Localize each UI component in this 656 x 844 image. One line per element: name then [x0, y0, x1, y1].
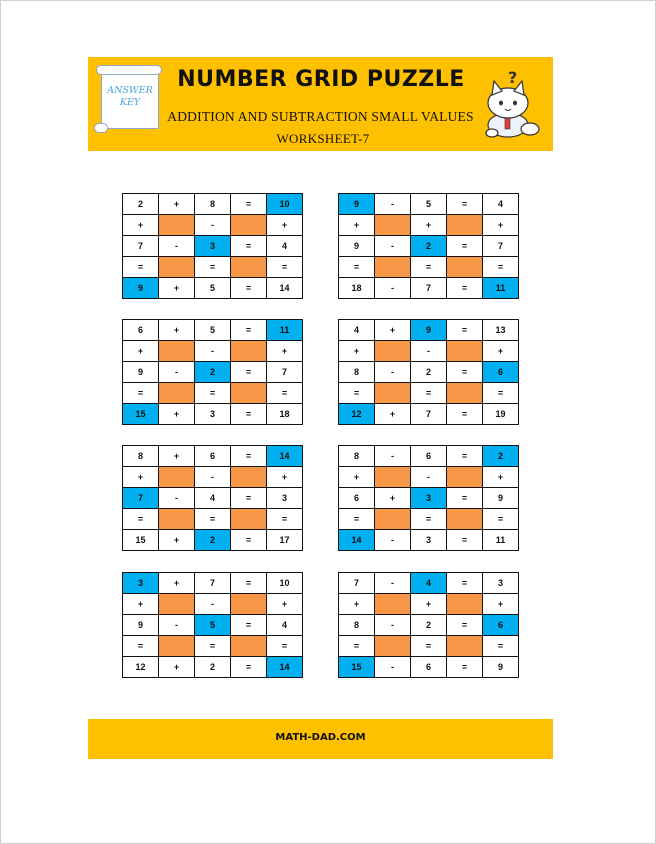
- grid-cell: =: [123, 509, 159, 530]
- blank-cell: [159, 636, 195, 657]
- grid-cell: +: [267, 467, 303, 488]
- puzzle-row: [339, 446, 519, 467]
- grid-cell: =: [231, 488, 267, 509]
- answer-cell: 14: [267, 657, 303, 678]
- grid-cell: 4: [339, 320, 375, 341]
- svg-text:?: ?: [508, 68, 518, 87]
- blank-cell: [231, 257, 267, 278]
- grid-cell: -: [159, 362, 195, 383]
- blank-cell: [375, 467, 411, 488]
- grid-cell: 15: [123, 530, 159, 551]
- grid-cell: +: [411, 215, 447, 236]
- answer-cell: 2: [195, 362, 231, 383]
- puzzle-row: [339, 636, 519, 657]
- grid-cell: =: [267, 257, 303, 278]
- grid-cell: -: [375, 530, 411, 551]
- answer-cell: 3: [195, 236, 231, 257]
- header-banner: [88, 57, 553, 151]
- answer-cell: 14: [339, 530, 375, 551]
- grid-cell: +: [159, 573, 195, 594]
- puzzle-grid: [338, 193, 519, 299]
- answer-cell: 2: [411, 236, 447, 257]
- puzzle-row: [339, 362, 519, 383]
- grid-cell: +: [123, 467, 159, 488]
- blank-cell: [375, 257, 411, 278]
- grid-cell: 2: [195, 657, 231, 678]
- grid-cell: +: [483, 341, 519, 362]
- grid-cell: =: [231, 236, 267, 257]
- grid-cell: 6: [339, 488, 375, 509]
- puzzle-grid: [338, 319, 519, 425]
- blank-cell: [159, 257, 195, 278]
- grid-cell: 18: [267, 404, 303, 425]
- puzzle-row: [339, 278, 519, 299]
- grid-cell: =: [447, 657, 483, 678]
- answer-cell: 3: [123, 573, 159, 594]
- blank-cell: [159, 467, 195, 488]
- grid-cell: 8: [339, 615, 375, 636]
- grid-cell: 6: [411, 446, 447, 467]
- puzzle-grid: [338, 445, 519, 551]
- answer-cell: 14: [267, 446, 303, 467]
- puzzle-row: [123, 657, 303, 678]
- puzzle-row: [123, 509, 303, 530]
- grid-cell: =: [447, 530, 483, 551]
- grid-cell: =: [447, 320, 483, 341]
- grid-cell: +: [159, 404, 195, 425]
- blank-cell: [375, 594, 411, 615]
- grid-cell: 2: [411, 362, 447, 383]
- grid-cell: =: [411, 509, 447, 530]
- grid-cell: =: [195, 383, 231, 404]
- puzzle-grid: [338, 572, 519, 678]
- thinking-cat-mascot-icon: [478, 63, 548, 143]
- answer-key-scroll-icon: [94, 63, 162, 127]
- grid-cell: =: [447, 236, 483, 257]
- blank-cell: [447, 467, 483, 488]
- grid-cell: -: [195, 215, 231, 236]
- grid-cell: =: [447, 194, 483, 215]
- grid-cell: =: [231, 573, 267, 594]
- answer-cell: 12: [339, 404, 375, 425]
- grid-cell: +: [267, 215, 303, 236]
- grid-cell: 11: [483, 530, 519, 551]
- grid-cell: +: [483, 594, 519, 615]
- grid-cell: =: [195, 257, 231, 278]
- grid-cell: =: [447, 615, 483, 636]
- puzzle-row: [123, 636, 303, 657]
- puzzle-row: [339, 657, 519, 678]
- grid-cell: +: [159, 657, 195, 678]
- grid-cell: =: [483, 636, 519, 657]
- blank-cell: [231, 467, 267, 488]
- grid-cell: -: [195, 341, 231, 362]
- grid-cell: 7: [195, 573, 231, 594]
- page-title: NUMBER GRID PUZZLE: [177, 67, 465, 92]
- grid-cell: 9: [339, 236, 375, 257]
- puzzle-row: [123, 467, 303, 488]
- blank-cell: [375, 215, 411, 236]
- grid-cell: -: [375, 236, 411, 257]
- grid-cell: +: [483, 467, 519, 488]
- grid-cell: =: [339, 257, 375, 278]
- puzzle-row: [339, 194, 519, 215]
- puzzle-row: [339, 509, 519, 530]
- grid-cell: 7: [123, 236, 159, 257]
- blank-cell: [231, 509, 267, 530]
- grid-cell: 7: [411, 404, 447, 425]
- puzzle-row: [123, 488, 303, 509]
- answer-key-label-line1: ANSWER: [107, 85, 153, 96]
- grid-cell: -: [375, 615, 411, 636]
- grid-cell: 5: [411, 194, 447, 215]
- grid-cell: =: [231, 278, 267, 299]
- grid-cell: =: [231, 362, 267, 383]
- grid-cell: -: [375, 573, 411, 594]
- grid-cell: =: [411, 383, 447, 404]
- blank-cell: [159, 383, 195, 404]
- puzzle-row: [339, 467, 519, 488]
- grid-cell: =: [231, 615, 267, 636]
- grid-cell: =: [123, 257, 159, 278]
- answer-cell: 2: [195, 530, 231, 551]
- blank-cell: [231, 341, 267, 362]
- puzzle-grid: [122, 319, 303, 425]
- blank-cell: [447, 509, 483, 530]
- grid-cell: =: [411, 636, 447, 657]
- blank-cell: [447, 215, 483, 236]
- grid-cell: 8: [195, 194, 231, 215]
- grid-cell: =: [339, 636, 375, 657]
- answer-cell: 11: [483, 278, 519, 299]
- blank-cell: [231, 383, 267, 404]
- grid-cell: +: [123, 215, 159, 236]
- grid-cell: =: [231, 657, 267, 678]
- grid-cell: 19: [483, 404, 519, 425]
- grid-cell: +: [483, 215, 519, 236]
- blank-cell: [231, 215, 267, 236]
- grid-cell: 7: [339, 573, 375, 594]
- grid-cell: =: [411, 257, 447, 278]
- grid-cell: 13: [483, 320, 519, 341]
- grid-cell: 7: [411, 278, 447, 299]
- blank-cell: [447, 594, 483, 615]
- puzzle-row: [123, 530, 303, 551]
- puzzle-row: [123, 341, 303, 362]
- grid-cell: 17: [267, 530, 303, 551]
- grid-cell: 4: [483, 194, 519, 215]
- grid-cell: =: [231, 530, 267, 551]
- blank-cell: [447, 383, 483, 404]
- grid-cell: 18: [339, 278, 375, 299]
- blank-cell: [159, 509, 195, 530]
- grid-cell: +: [339, 467, 375, 488]
- grid-cell: +: [375, 320, 411, 341]
- puzzle-row: [123, 194, 303, 215]
- grid-cell: -: [375, 657, 411, 678]
- grid-cell: -: [159, 488, 195, 509]
- answer-cell: 6: [483, 615, 519, 636]
- puzzle-row: [123, 383, 303, 404]
- grid-cell: -: [375, 194, 411, 215]
- puzzle-grid: [122, 445, 303, 551]
- grid-cell: 2: [123, 194, 159, 215]
- grid-cell: 6: [195, 446, 231, 467]
- answer-cell: 6: [483, 362, 519, 383]
- footer-banner: [88, 719, 553, 759]
- puzzle-row: [123, 446, 303, 467]
- grid-cell: =: [339, 383, 375, 404]
- grid-cell: 3: [195, 404, 231, 425]
- grid-cell: 7: [483, 236, 519, 257]
- grid-cell: =: [267, 383, 303, 404]
- puzzle-row: [123, 362, 303, 383]
- puzzle-row: [339, 594, 519, 615]
- grid-cell: -: [195, 467, 231, 488]
- grid-cell: =: [483, 257, 519, 278]
- answer-cell: 5: [195, 615, 231, 636]
- puzzle-row: [339, 404, 519, 425]
- grid-cell: +: [339, 341, 375, 362]
- puzzle-row: [123, 215, 303, 236]
- answer-cell: 3: [411, 488, 447, 509]
- grid-cell: 4: [195, 488, 231, 509]
- blank-cell: [159, 215, 195, 236]
- grid-cell: =: [231, 320, 267, 341]
- answer-cell: 9: [339, 194, 375, 215]
- puzzle-grid: [122, 193, 303, 299]
- grid-cell: =: [447, 446, 483, 467]
- puzzle-row: [123, 278, 303, 299]
- grid-cell: -: [195, 594, 231, 615]
- blank-cell: [159, 341, 195, 362]
- grid-cell: 7: [267, 362, 303, 383]
- grid-cell: 8: [339, 446, 375, 467]
- puzzle-row: [123, 320, 303, 341]
- puzzle-row: [339, 341, 519, 362]
- blank-cell: [447, 257, 483, 278]
- grid-cell: -: [159, 236, 195, 257]
- answer-cell: 9: [123, 278, 159, 299]
- grid-cell: =: [447, 278, 483, 299]
- grid-cell: 3: [411, 530, 447, 551]
- answer-cell: 11: [267, 320, 303, 341]
- puzzle-row: [123, 573, 303, 594]
- grid-cell: =: [195, 509, 231, 530]
- grid-cell: 3: [483, 573, 519, 594]
- grid-cell: 4: [267, 615, 303, 636]
- page-subtitle: ADDITION AND SUBTRACTION SMALL VALUES: [167, 109, 474, 124]
- grid-cell: =: [339, 509, 375, 530]
- grid-cell: -: [159, 615, 195, 636]
- grid-cell: 8: [339, 362, 375, 383]
- blank-cell: [231, 594, 267, 615]
- grid-cell: -: [411, 341, 447, 362]
- answer-cell: 7: [123, 488, 159, 509]
- grid-cell: =: [195, 636, 231, 657]
- puzzle-row: [339, 320, 519, 341]
- grid-cell: +: [267, 341, 303, 362]
- grid-cell: +: [339, 594, 375, 615]
- grid-cell: =: [231, 446, 267, 467]
- grid-cell: +: [123, 594, 159, 615]
- answer-cell: 2: [483, 446, 519, 467]
- grid-cell: 9: [483, 657, 519, 678]
- grid-cell: =: [231, 404, 267, 425]
- grid-cell: +: [159, 194, 195, 215]
- grid-cell: 5: [195, 278, 231, 299]
- grid-cell: -: [375, 278, 411, 299]
- grid-cell: +: [123, 341, 159, 362]
- grid-cell: =: [483, 509, 519, 530]
- grid-cell: =: [447, 488, 483, 509]
- blank-cell: [375, 341, 411, 362]
- grid-cell: -: [375, 446, 411, 467]
- puzzle-row: [339, 257, 519, 278]
- footer-site-label: MATH-DAD.COM: [275, 732, 366, 743]
- puzzle-row: [339, 488, 519, 509]
- grid-cell: 9: [123, 362, 159, 383]
- puzzle-row: [123, 594, 303, 615]
- worksheet-number: WORKSHEET-7: [276, 131, 370, 146]
- grid-cell: =: [123, 636, 159, 657]
- puzzle-row: [123, 615, 303, 636]
- answer-cell: 9: [411, 320, 447, 341]
- blank-cell: [375, 636, 411, 657]
- grid-cell: =: [447, 362, 483, 383]
- answer-key-label-line2: KEY: [119, 97, 141, 108]
- grid-cell: -: [411, 467, 447, 488]
- grid-cell: =: [123, 383, 159, 404]
- blank-cell: [447, 341, 483, 362]
- blank-cell: [447, 636, 483, 657]
- puzzle-row: [339, 530, 519, 551]
- grid-cell: +: [411, 594, 447, 615]
- puzzle-row: [339, 236, 519, 257]
- puzzle-row: [123, 257, 303, 278]
- grid-cell: 4: [267, 236, 303, 257]
- grid-cell: 10: [267, 573, 303, 594]
- grid-cell: =: [231, 194, 267, 215]
- grid-cell: +: [375, 488, 411, 509]
- blank-cell: [231, 636, 267, 657]
- puzzle-row: [339, 215, 519, 236]
- answer-cell: 15: [339, 657, 375, 678]
- puzzle-row: [339, 383, 519, 404]
- grid-cell: +: [159, 320, 195, 341]
- puzzle-row: [123, 236, 303, 257]
- answer-cell: 15: [123, 404, 159, 425]
- grid-cell: =: [483, 383, 519, 404]
- grid-cell: 9: [123, 615, 159, 636]
- grid-cell: +: [339, 215, 375, 236]
- grid-cell: 6: [411, 657, 447, 678]
- blank-cell: [159, 594, 195, 615]
- grid-cell: =: [267, 509, 303, 530]
- grid-cell: +: [159, 530, 195, 551]
- puzzle-row: [339, 573, 519, 594]
- puzzle-row: [339, 615, 519, 636]
- puzzle-grid: [122, 572, 303, 678]
- grid-cell: 6: [123, 320, 159, 341]
- grid-cell: +: [159, 278, 195, 299]
- grid-cell: =: [267, 636, 303, 657]
- grid-cell: 2: [411, 615, 447, 636]
- answer-cell: 4: [411, 573, 447, 594]
- blank-cell: [375, 509, 411, 530]
- grid-cell: 3: [267, 488, 303, 509]
- answer-cell: 10: [267, 194, 303, 215]
- grid-cell: =: [447, 573, 483, 594]
- grid-cell: 9: [483, 488, 519, 509]
- grid-cell: 14: [267, 278, 303, 299]
- grid-cell: -: [375, 362, 411, 383]
- grid-cell: 12: [123, 657, 159, 678]
- puzzle-row: [123, 404, 303, 425]
- grid-cell: =: [447, 404, 483, 425]
- grid-cell: 5: [195, 320, 231, 341]
- grid-cell: +: [375, 404, 411, 425]
- grid-cell: 8: [123, 446, 159, 467]
- grid-cell: +: [159, 446, 195, 467]
- grid-cell: +: [267, 594, 303, 615]
- blank-cell: [375, 383, 411, 404]
